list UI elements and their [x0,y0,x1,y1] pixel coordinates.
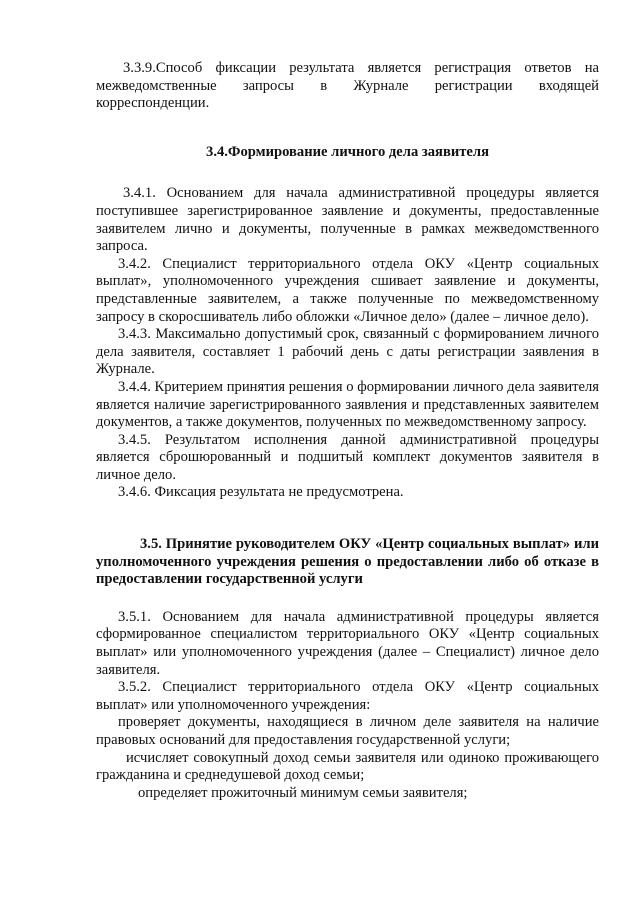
paragraph-3-4-2: 3.4.2. Специалист территориального отдела ОКУ «Центр социальных выплат», уполномоченного учреждения сшивает заявление и документы, представленные заявителем, а также полученные по межведомственному запросу в скоросшиватель либо обложки «Личное дело» (далее – личное дело). [96,255,599,325]
paragraph-3-4-6: 3.4.6. Фиксация результата не предусмотрена. [118,484,404,501]
list-item-calculate-income: исчисляет совокупный доход семьи заявителя или одиноко проживающего гражданина и среднедушевой доход семьи; [96,749,599,784]
list-item-subsistence-minimum: определяет прожиточный минимум семьи заявителя; [138,784,468,801]
list-item-check-documents: проверяет документы, находящиеся в личном деле заявителя на наличие правовых оснований для предоставления государственной услуги; [96,714,599,748]
paragraph-3-5-2: 3.5.2. Специалист территориального отдела ОКУ «Центр социальных выплат» или уполномоченного учреждения: [96,679,599,713]
paragraph-3-5-1: 3.5.1. Основанием для начала административной процедуры является сформированное специалистом территориального ОКУ «Центр социальных выплат» или уполномоченного учреждения (далее – Специалист) личное дело заявителя. [96,608,599,678]
paragraph-3-4-3: 3.4.3. Максимально допустимый срок, связанный с формированием личного дела заявителя, составляет 1 рабочий день с даты регистрации заявления в Журнале. [96,326,599,378]
paragraph-3-4-5: 3.4.5. Результатом исполнения данной административной процедуры является сброшюрованный и подшитый комплект документов заявителя в личное дело. [96,431,599,483]
heading-3-5: 3.5. Принятие руководителем ОКУ «Центр социальных выплат» или уполномоченного учреждения решения о предоставлении либо об отказе в предоставлении государственной услуги [96,536,599,588]
paragraph-3-4-1: 3.4.1. Основанием для начала административной процедуры является поступившее зарегистрированное заявление и документы, предоставленные заявителем лично и документы, полученные в рамках межведомственного запроса. [96,185,599,255]
spacer [96,589,599,609]
spacer [96,161,599,185]
paragraph-3-3-9: 3.3.9.Способ фиксации результата является регистрация ответов на межведомственные запросы в Журнале регистрации входящей корреспонденции. [96,60,599,112]
heading-3-4: 3.4.Формирование личного дела заявителя [206,143,489,160]
spacer [96,502,599,536]
document-page [96,60,599,802]
paragraph-3-4-4: 3.4.4. Критерием принятия решения о формировании личного дела заявителя является наличие зарегистрированного заявления и представленных заявителем документов, а также документов, полученных по межведомственному запросу. [96,378,599,431]
